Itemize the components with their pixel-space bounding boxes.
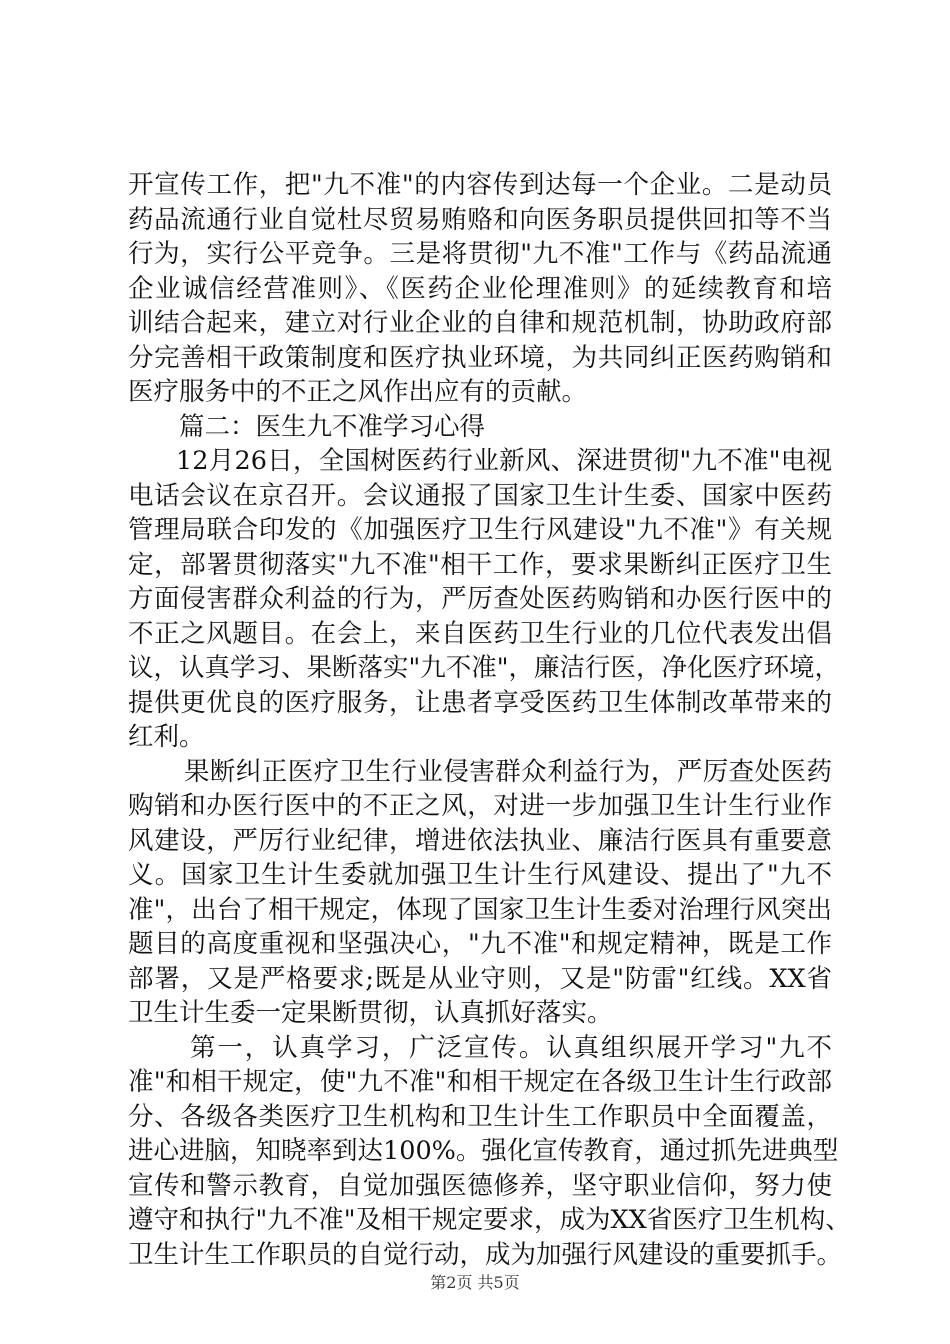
text-line: 部署，又是严格要求;既是从业守则，又是"防雷"红线。XX省: [128, 963, 832, 994]
text-line: 方面侵害群众利益的行为，严厉查处医药购销和办医行医中的: [128, 584, 832, 614]
text-line: 医疗服务中的不正之风作出应有的贡献。: [128, 377, 588, 407]
text-line: 12月26日，全国树医药行业新风、深进贯彻"九不准"电视: [176, 446, 832, 476]
paragraph-1: [128, 168, 832, 410]
text-line: 行为，实行公平竞争。三是将贯彻"九不准"工作与《药品流通: [128, 239, 832, 269]
text-line: 训结合起来，建立对行业企业的自律和规范机制，协助政府部: [128, 308, 832, 338]
text-line: 电话会议在京召开。会议通报了国家卫生计生委、国家中医药: [128, 480, 832, 511]
text-line: 开宣传工作，把"九不准"的内容传到达每一个企业。二是动员: [128, 170, 832, 200]
text-line: 遵守和执行"九不准"及相干规定要求，成为XX省医疗卫生机构、: [128, 1205, 851, 1235]
text-line: 管理局联合印发的《加强医疗卫生行风建设"九不准"》有关规: [128, 515, 832, 545]
text-line: 进心进脑，知晓率到达100%。强化宣传教育，通过抓先进典型: [128, 1136, 839, 1166]
text-line: 宣传和警示教育，自觉加强医德修养，坚守职业信仰，努力使: [128, 1170, 832, 1201]
text-line: 药品流通行业自觉杜尽贸易贿赂和向医务职员提供回扣等不当: [128, 204, 832, 235]
paragraph-4: [128, 1031, 851, 1273]
text-line: 不正之风题目。在会上，来自医药卫生行业的几位代表发出倡: [128, 618, 832, 649]
text-line: 分、各级各类医疗卫生机构和卫生计生工作职员中全面覆盖，: [128, 1101, 832, 1132]
text-line: 准"，出台了相干规定，体现了国家卫生计生委对治理行风突出: [128, 894, 832, 925]
heading-text: 篇二：医生九不准学习心得: [179, 411, 486, 442]
paragraph-3: [128, 755, 832, 1031]
page-number: 第2页 共5页: [430, 1273, 520, 1292]
text-line: 卫生计生工作职员的自觉行动，成为加强行风建设的重要抓手。: [128, 1239, 843, 1270]
text-line: 卫生计生委一定果断贯彻，认真抓好落实。: [128, 998, 613, 1028]
section-heading: [128, 410, 832, 445]
text-line: 定，部署贯彻落实"九不准"相干工作，要求果断纠正医疗卫生: [128, 549, 832, 580]
text-line: 议，认真学习、果断落实"九不准"，廉洁行医，净化医疗环境，: [128, 653, 840, 683]
text-line: 企业诚信经营准则》、《医药企业伦理准则》的延续教育和培: [128, 273, 832, 304]
text-line: 红利。: [128, 722, 205, 752]
text-line: 准"和相干规定，使"九不准"和相干规定在各级卫生计生行政部: [128, 1067, 832, 1097]
page-footer: [0, 1270, 950, 1293]
text-line: 义。国家卫生计生委就加强卫生计生行风建设、提出了"九不: [128, 860, 832, 890]
text-line: 风建设，严厉行业纪律，增进依法执业、廉洁行医具有重要意: [128, 825, 832, 856]
text-line: 购销和办医行医中的不正之风，对进一步加强卫生计生行业作: [128, 791, 832, 821]
text-line: 分完善相干政策制度和医疗执业环境，为共同纠正医药购销和: [128, 342, 832, 373]
text-line: 题目的高度重视和坚强决心，"九不准"和规定精神，既是工作: [128, 929, 832, 959]
paragraph-2: [128, 444, 840, 755]
text-line: 第一，认真学习，广泛宣传。认真组织展开学习"九不: [190, 1032, 832, 1063]
text-line: 果断纠正医疗卫生行业侵害群众利益行为，严厉查处医药: [184, 756, 832, 787]
text-line: 提供更优良的医疗服务，让患者享受医药卫生体制改革带来的: [128, 687, 832, 718]
document-body: [128, 168, 851, 1272]
